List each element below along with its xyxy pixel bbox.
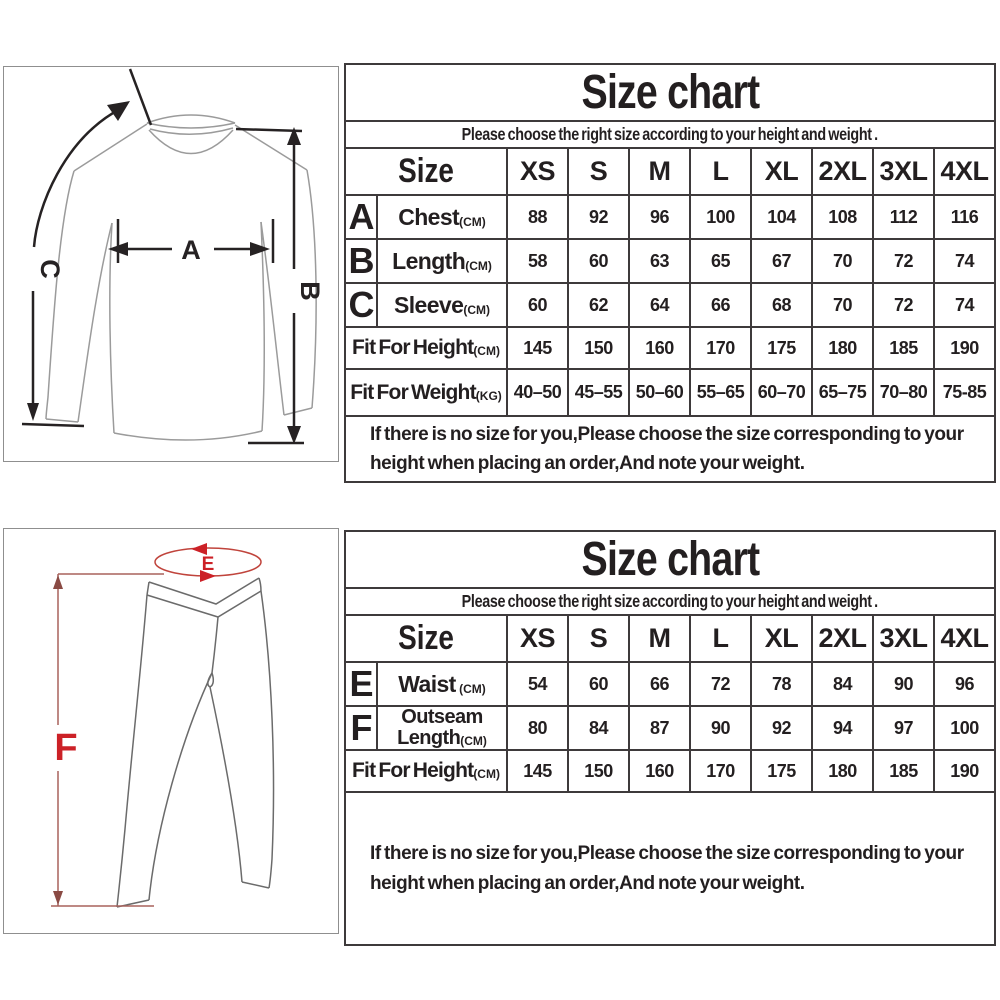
table-row <box>345 588 995 615</box>
table-row <box>345 531 995 588</box>
chart-title: Size chart <box>345 531 995 588</box>
size-col-header: XL <box>751 148 812 195</box>
row-label-text: Waist <box>398 670 456 697</box>
row-label <box>377 195 507 239</box>
row-label-unit: (CM) <box>455 681 486 696</box>
row-label-unit: (CM) <box>465 258 492 273</box>
row-label <box>377 283 507 327</box>
table-row-note <box>345 792 995 945</box>
value-cell: 90 <box>873 662 934 706</box>
value-cell: 92 <box>751 706 812 750</box>
value-cell: 55–65 <box>690 369 751 416</box>
row-letter: C <box>345 283 377 327</box>
value-cell: 80 <box>507 706 568 750</box>
shirt-label-a: A <box>181 235 201 265</box>
pants-diagram <box>3 528 339 934</box>
value-cell: 170 <box>690 750 751 792</box>
size-col-header: L <box>690 148 751 195</box>
size-note: If there is no size for you,Please choose the size corresponding to your height when placing an order,And note your weight. <box>345 792 995 945</box>
value-cell: 72 <box>873 239 934 283</box>
row-label <box>377 706 507 750</box>
value-cell: 60 <box>507 283 568 327</box>
size-col-header: L <box>690 615 751 662</box>
size-col-header: 2XL <box>812 615 873 662</box>
size-col-header: 3XL <box>873 148 934 195</box>
value-cell: 66 <box>690 283 751 327</box>
value-cell: 145 <box>507 327 568 369</box>
value-cell: 88 <box>507 195 568 239</box>
value-cell: 175 <box>751 327 812 369</box>
row-label-text: Fit For Height <box>352 336 474 359</box>
value-cell: 116 <box>934 195 995 239</box>
value-cell: 160 <box>629 750 690 792</box>
value-cell: 175 <box>751 750 812 792</box>
table-row-length <box>345 239 995 283</box>
value-cell: 60–70 <box>751 369 812 416</box>
row-label-unit: (CM) <box>473 767 500 781</box>
shirt-label-c: C <box>35 259 65 279</box>
value-cell: 40–50 <box>507 369 568 416</box>
header-row <box>345 148 995 195</box>
value-cell: 104 <box>751 195 812 239</box>
row-label-text: Chest <box>398 203 460 230</box>
row-label <box>345 369 507 416</box>
shirt-size-table <box>344 63 996 483</box>
table-row-fit-height <box>345 327 995 369</box>
size-col-header: M <box>629 615 690 662</box>
header-row <box>345 615 995 662</box>
row-label <box>377 662 507 706</box>
value-cell: 64 <box>629 283 690 327</box>
value-cell: 67 <box>751 239 812 283</box>
value-cell: 72 <box>873 283 934 327</box>
value-cell: 190 <box>934 750 995 792</box>
value-cell: 62 <box>568 283 629 327</box>
value-cell: 92 <box>568 195 629 239</box>
size-col-header: M <box>629 148 690 195</box>
table-row-waist <box>345 662 995 706</box>
value-cell: 58 <box>507 239 568 283</box>
cuff-baseline <box>22 424 84 426</box>
table-row-outseam <box>345 706 995 750</box>
row-label <box>377 239 507 283</box>
size-header-cell: Size <box>345 615 507 662</box>
value-cell: 170 <box>690 327 751 369</box>
row-label-text: Fit For Height <box>352 759 474 782</box>
row-label-text: Outseam Length <box>397 706 483 749</box>
value-cell: 68 <box>751 283 812 327</box>
value-cell: 150 <box>568 750 629 792</box>
value-cell: 70–80 <box>873 369 934 416</box>
measurement-b <box>236 127 304 444</box>
table-row-fit-height <box>345 750 995 792</box>
value-cell: 97 <box>873 706 934 750</box>
size-col-header: XL <box>751 615 812 662</box>
chart-subtitle: Please choose the right size according to your height and weight . <box>345 588 995 615</box>
pants-outline <box>117 578 274 907</box>
row-label-unit: (CM) <box>463 302 490 317</box>
size-col-header: S <box>568 148 629 195</box>
value-cell: 70 <box>812 239 873 283</box>
value-cell: 50–60 <box>629 369 690 416</box>
value-cell: 60 <box>568 239 629 283</box>
row-letter: B <box>345 239 377 283</box>
shirt-illustration <box>4 67 338 461</box>
value-cell: 65 <box>690 239 751 283</box>
row-label-text: Length <box>392 247 466 274</box>
value-cell: 160 <box>629 327 690 369</box>
size-col-header: 2XL <box>812 148 873 195</box>
table-row <box>345 64 995 121</box>
value-cell: 180 <box>812 327 873 369</box>
shirt-outline <box>46 115 316 440</box>
value-cell: 90 <box>690 706 751 750</box>
value-cell: 66 <box>629 662 690 706</box>
size-col-header: XS <box>507 615 568 662</box>
value-cell: 54 <box>507 662 568 706</box>
value-cell: 96 <box>629 195 690 239</box>
value-cell: 74 <box>934 283 995 327</box>
row-label-unit: (CM) <box>473 344 500 358</box>
table-row-fit-weight <box>345 369 995 416</box>
pants-label-e: E <box>201 554 215 575</box>
row-letter: F <box>345 706 377 750</box>
value-cell: 100 <box>934 706 995 750</box>
value-cell: 60 <box>568 662 629 706</box>
row-label-unit: (CM) <box>459 214 486 229</box>
size-col-header: 3XL <box>873 615 934 662</box>
table-row <box>345 121 995 148</box>
value-cell: 65–75 <box>812 369 873 416</box>
size-header-cell: Size <box>345 148 507 195</box>
table-row-sleeve <box>345 283 995 327</box>
value-cell: 72 <box>690 662 751 706</box>
row-label-unit: (KG) <box>475 388 502 403</box>
value-cell: 190 <box>934 327 995 369</box>
size-col-header: 4XL <box>934 148 995 195</box>
value-cell: 180 <box>812 750 873 792</box>
shirt-diagram <box>3 66 339 462</box>
size-note: If there is no size for you,Please choose the size corresponding to your height when placing an order,And note your weight. <box>345 416 995 482</box>
value-cell: 185 <box>873 750 934 792</box>
chart-title: Size chart <box>345 64 995 121</box>
value-cell: 75-85 <box>934 369 995 416</box>
value-cell: 70 <box>812 283 873 327</box>
row-label-unit: (CM) <box>460 734 487 748</box>
value-cell: 78 <box>751 662 812 706</box>
value-cell: 84 <box>812 662 873 706</box>
value-cell: 96 <box>934 662 995 706</box>
row-label-text: Fit For Weight <box>350 380 476 404</box>
chart-subtitle: Please choose the right size according to your height and weight . <box>345 121 995 148</box>
value-cell: 150 <box>568 327 629 369</box>
shirt-label-b: B <box>295 281 325 301</box>
table-row-chest <box>345 195 995 239</box>
pants-illustration <box>4 529 338 933</box>
row-label <box>345 327 507 369</box>
value-cell: 87 <box>629 706 690 750</box>
table-row-note <box>345 416 995 482</box>
size-col-header: XS <box>507 148 568 195</box>
size-col-header: S <box>568 615 629 662</box>
value-cell: 84 <box>568 706 629 750</box>
row-label <box>345 750 507 792</box>
row-letter: E <box>345 662 377 706</box>
value-cell: 112 <box>873 195 934 239</box>
value-cell: 100 <box>690 195 751 239</box>
value-cell: 185 <box>873 327 934 369</box>
row-label-text: Sleeve <box>394 291 464 318</box>
value-cell: 45–55 <box>568 369 629 416</box>
row-letter: A <box>345 195 377 239</box>
value-cell: 145 <box>507 750 568 792</box>
pants-label-f: F <box>54 727 78 769</box>
pants-size-table <box>344 530 996 946</box>
value-cell: 108 <box>812 195 873 239</box>
value-cell: 74 <box>934 239 995 283</box>
value-cell: 94 <box>812 706 873 750</box>
value-cell: 63 <box>629 239 690 283</box>
size-col-header: 4XL <box>934 615 995 662</box>
